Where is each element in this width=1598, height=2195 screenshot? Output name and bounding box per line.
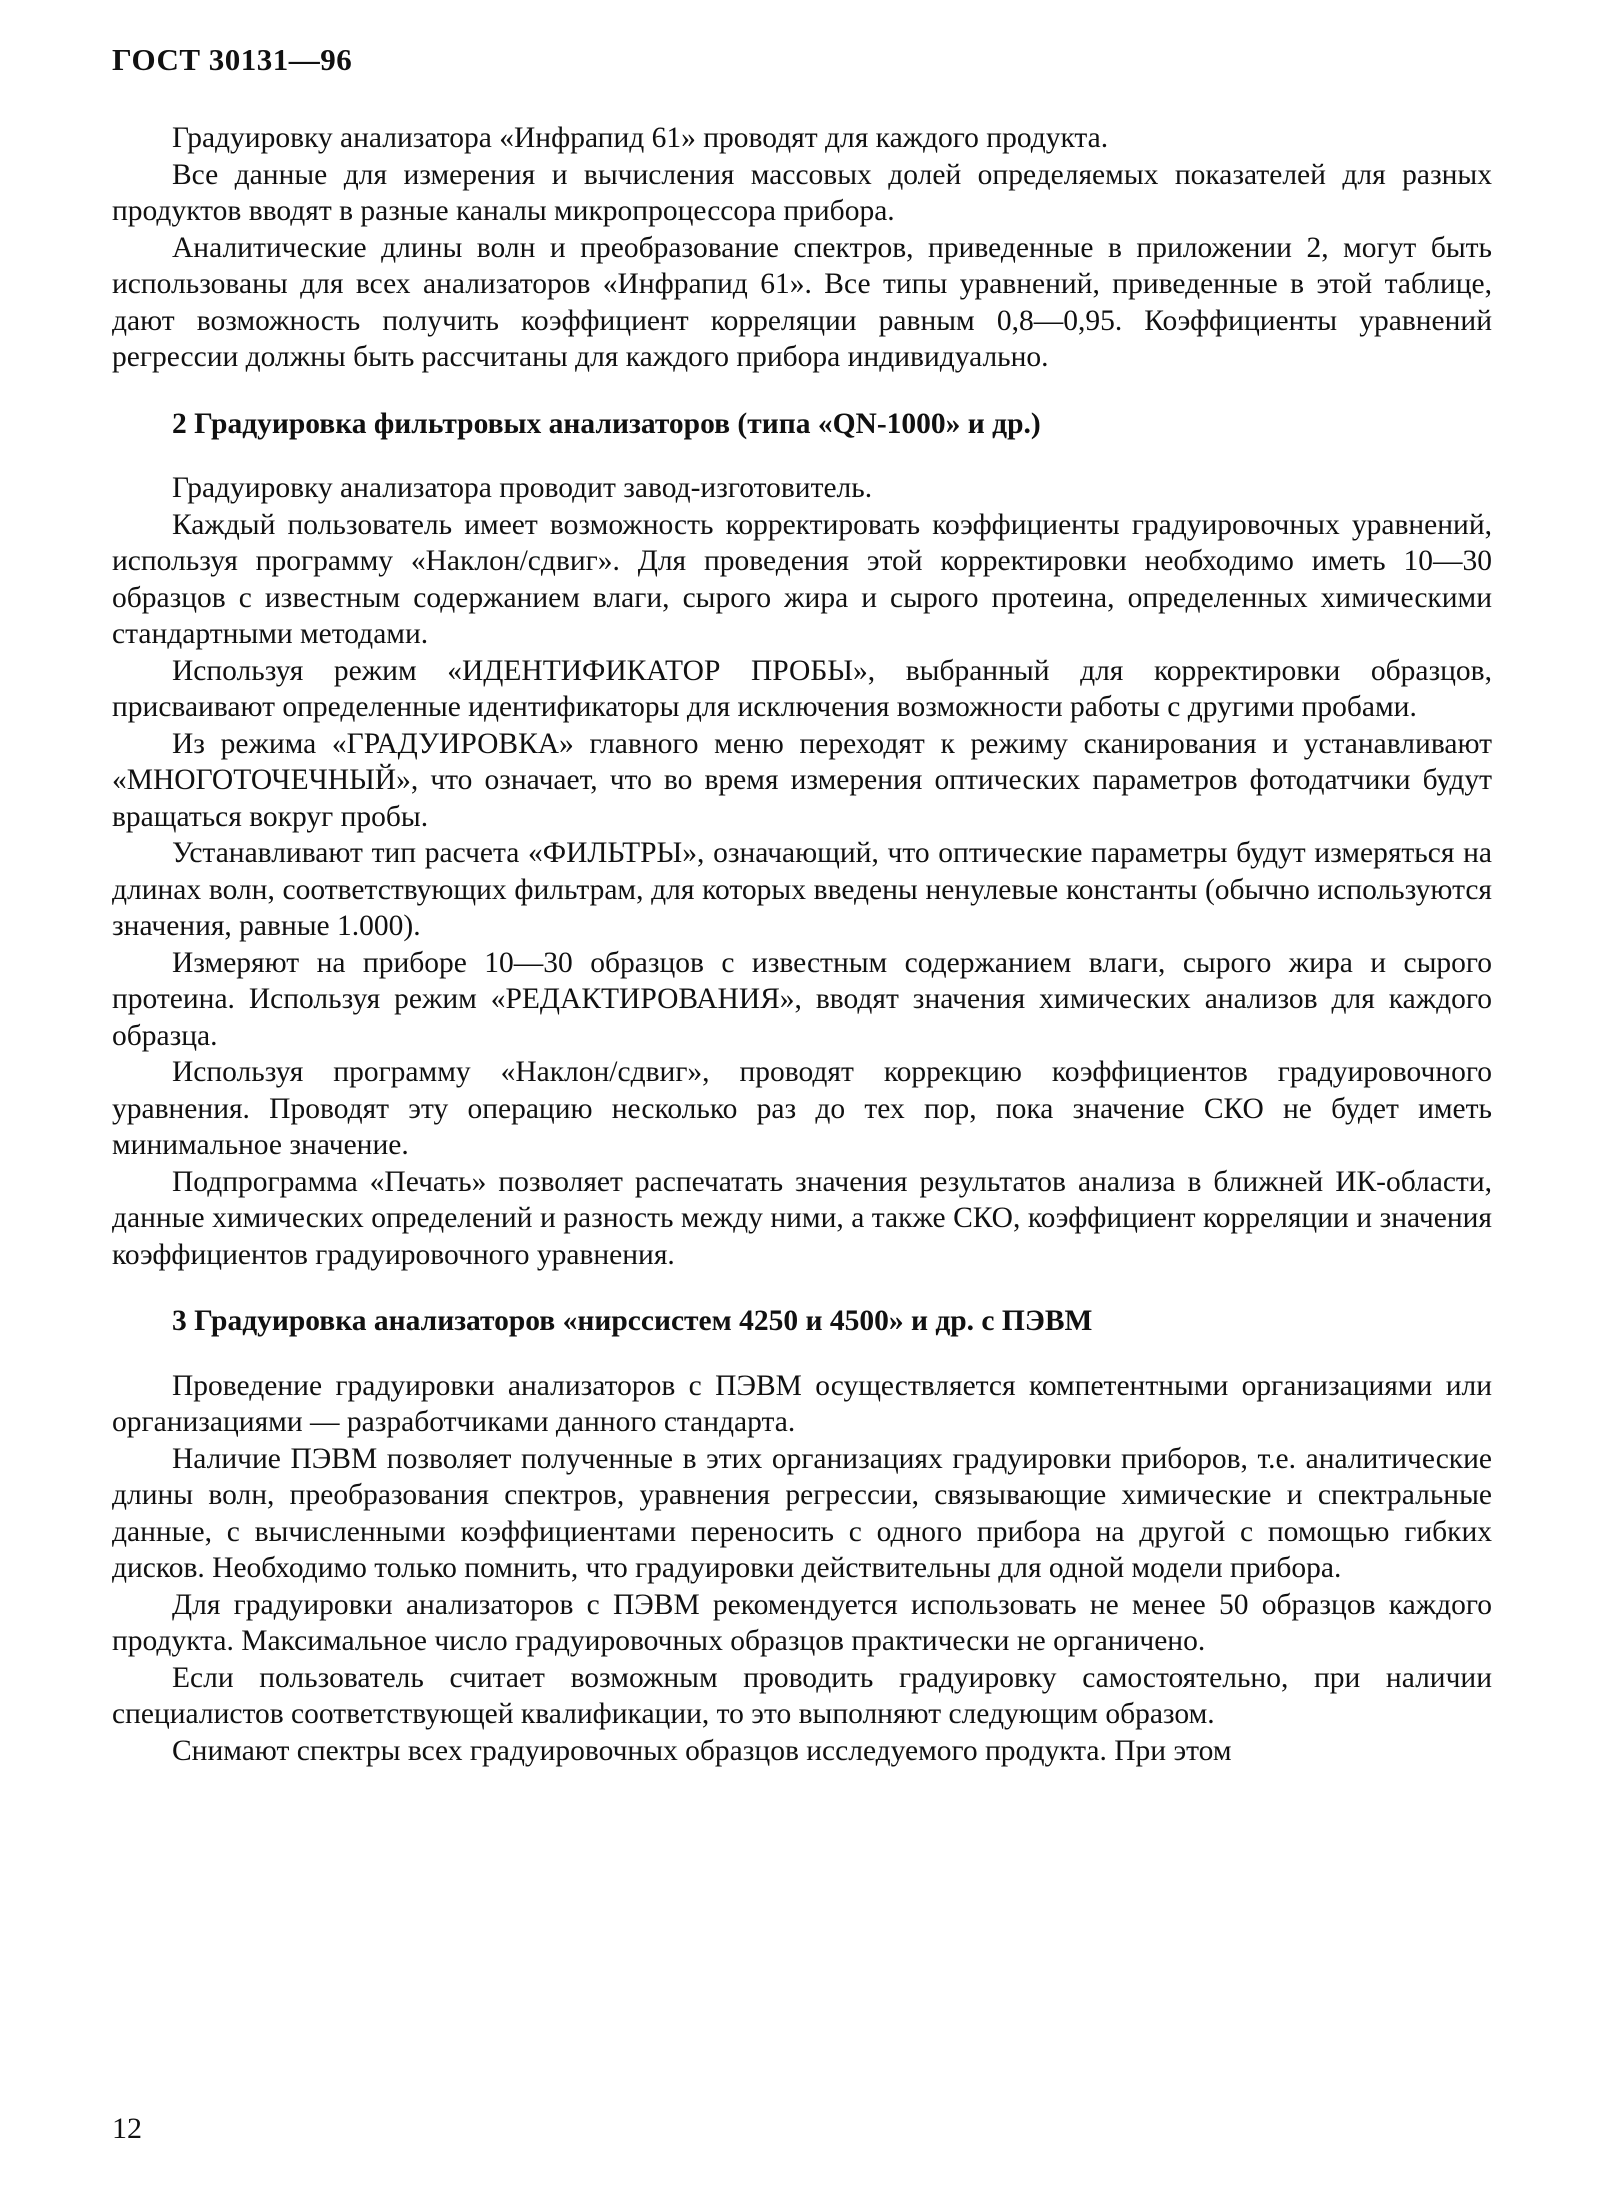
paragraph: Используя режим «ИДЕНТИФИКАТОР ПРОБЫ», выбранный для корректировки образцов, присваивают определенные идентификаторы для исключения возможности работы с другими пробами.	[112, 654, 1492, 723]
document-header: ГОСТ 30131—96	[112, 42, 353, 77]
paragraph: Аналитические длины волн и преобразование спектров, приведенные в приложении 2, могут быть использованы для всех анализаторов «Инфрапид 61». Все типы уравнений, приведенные в этой таблице, дают возможность получить коэффициент корреляции равным 0,8—0,95. Коэффициенты уравнений регрессии должны быть рассчитаны для каждого прибора индивидуально.	[112, 231, 1492, 373]
paragraph: Если пользователь считает возможным проводить градуировку самостоятельно, при наличии специалистов соответствующей квалификации, то это выполняют следующим образом.	[112, 1661, 1492, 1730]
paragraph: Каждый пользователь имеет возможность корректировать коэффициенты градуировочных уравнений, используя программу «Наклон/сдвиг». Для проведения этой корректировки необходимо иметь 10—30 образцов с известным содержанием влаги, сырого жира и сырого протеина, определенных химическими стандартными методами.	[112, 508, 1492, 650]
document-body	[112, 120, 1492, 1769]
section-heading-3: 3 Градуировка анализаторов «нирссистем 4250 и 4500» и др. с ПЭВМ	[172, 1305, 1093, 1337]
paragraph: Для градуировки анализаторов с ПЭВМ рекомендуется использовать не менее 50 образцов каждого продукта. Максимальное число градуировочных образцов практически не органичено.	[112, 1588, 1492, 1657]
paragraph: Проведение градуировки анализаторов с ПЭВМ осуществляется компетентными организациями или организациями — разработчиками данного стандарта.	[112, 1369, 1492, 1438]
paragraph: Градуировку анализатора проводит завод-изготовитель.	[172, 472, 873, 504]
paragraph: Используя программу «Наклон/сдвиг», проводят коррекцию коэффициентов градуировочного уравнения. Проводят эту операцию несколько раз до тех пор, пока значение СКО не будет иметь минимальное значение.	[112, 1056, 1492, 1161]
paragraph: Устанавливают тип расчета «ФИЛЬТРЫ», означающий, что оптические параметры будут измеряться на длинах волн, соответствующих фильтрам, для которых введены ненулевые константы (обычно используются значения, равные 1.000).	[112, 837, 1492, 942]
paragraph: Измеряют на приборе 10—30 образцов с известным содержанием влаги, сырого жира и сырого протеина. Используя режим «РЕДАКТИРОВАНИЯ», вводят значения химических анализов для каждого образца.	[112, 946, 1492, 1052]
paragraph: Из режима «ГРАДУИРОВКА» главного меню переходят к режиму сканирования и устанавливают «МНОГОТОЧЕЧНЫЙ», что означает, что во время измерения оптических параметров фотодатчики будут вращаться вокруг пробы.	[112, 727, 1492, 833]
paragraph: Градуировку анализатора «Инфрапид 61» проводят для каждого продукта.	[172, 122, 1109, 154]
paragraph: Все данные для измерения и вычисления массовых долей определяемых показателей для разных продуктов вводят в разные каналы микропроцессора прибора.	[112, 158, 1492, 227]
paragraph: Снимают спектры всех градуировочных образцов исследуемого продукта. При этом	[172, 1734, 1232, 1767]
page-number: 12	[112, 2112, 142, 2145]
section-heading-2: 2 Градуировка фильтровых анализаторов (типа «QN-1000» и др.)	[172, 407, 1041, 440]
paragraph: Наличие ПЭВМ позволяет полученные в этих организациях градуировки приборов, т.е. аналитические длины волн, преобразования спектров, уравнения регрессии, связывающие химические и спектральные данные, с вычисленными коэффициентами переносить с одного прибора на другой с помощью гибких дисков. Необходимо только помнить, что градуировки действительны для одной модели прибора.	[112, 1442, 1492, 1584]
paragraph: Подпрограмма «Печать» позволяет распечатать значения результатов анализа в ближней ИК-области, данные химических определений и разность между ними, а также СКО, коэффициент корреляции и значения коэффициентов градуировочного уравнения.	[112, 1165, 1492, 1271]
